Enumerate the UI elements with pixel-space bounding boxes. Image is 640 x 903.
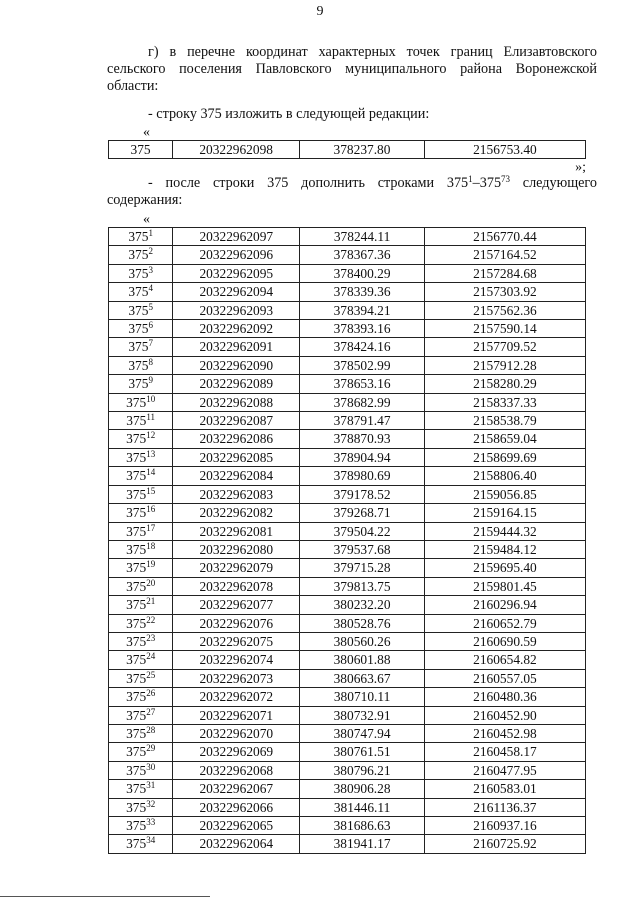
point-number-cell <box>109 283 173 301</box>
point-number-superscript: 9 <box>148 375 153 386</box>
y-coordinate-cell: 2160458.17 <box>424 743 585 761</box>
y-coordinate-cell: 2160583.01 <box>424 780 585 798</box>
point-number-superscript: 3 <box>148 264 153 275</box>
y-coordinate-cell: 2160452.98 <box>424 724 585 742</box>
point-number-superscript: 15 <box>146 485 156 496</box>
x-coordinate-cell: 378367.36 <box>300 246 425 264</box>
point-number-cell <box>109 835 173 853</box>
point-number-cell <box>109 559 173 577</box>
point-number: 375 <box>126 468 147 484</box>
x-coordinate-cell: 379813.75 <box>300 577 425 595</box>
x-coordinate-cell: 379178.52 <box>300 485 425 503</box>
table-row <box>109 412 586 430</box>
point-number-cell <box>109 798 173 816</box>
y-coordinate-cell: 2158280.29 <box>424 375 585 393</box>
x-coordinate-cell: 381686.63 <box>300 817 425 835</box>
table-row <box>109 559 586 577</box>
point-number: 375 <box>126 633 147 649</box>
point-number: 375 <box>128 357 149 373</box>
point-id-cell: 20322962077 <box>173 596 300 614</box>
y-coordinate-cell: 2158806.40 <box>424 467 585 485</box>
point-number-superscript: 1 <box>148 228 153 238</box>
point-number-cell <box>109 540 173 558</box>
point-id-cell: 20322962079 <box>173 559 300 577</box>
point-number-superscript: 11 <box>146 412 156 423</box>
point-number-cell <box>109 448 173 466</box>
point-number-cell <box>109 338 173 356</box>
table-row <box>109 264 586 282</box>
point-id-cell: 20322962065 <box>173 817 300 835</box>
point-number-superscript: 23 <box>146 632 156 643</box>
point-number-cell <box>109 320 173 338</box>
point-number-superscript: 30 <box>146 761 156 772</box>
addition-paragraph <box>107 175 597 209</box>
point-number-superscript: 20 <box>146 577 156 588</box>
x-coordinate-cell: 378980.69 <box>300 467 425 485</box>
table-row <box>109 651 586 669</box>
point-number: 375 <box>128 284 149 300</box>
table-row <box>109 141 586 159</box>
x-coordinate-cell: 379268.71 <box>300 504 425 522</box>
point-id-cell: 20322962069 <box>173 743 300 761</box>
point-id-cell: 20322962094 <box>173 283 300 301</box>
table-row <box>109 430 586 448</box>
table-row <box>109 356 586 374</box>
table-row <box>109 448 586 466</box>
table-row <box>109 375 586 393</box>
point-number-cell <box>109 596 173 614</box>
x-coordinate-cell: 378682.99 <box>300 393 425 411</box>
x-coordinate-cell: 380560.26 <box>300 632 425 650</box>
table-row <box>109 596 586 614</box>
point-number: 375 <box>126 505 147 521</box>
point-number-superscript: 17 <box>146 522 156 533</box>
point-number-superscript: 16 <box>146 504 156 515</box>
y-coordinate-cell: 2158699.69 <box>424 448 585 466</box>
point-number: 375 <box>126 578 147 594</box>
x-coordinate-cell: 378393.16 <box>300 320 425 338</box>
x-coordinate-cell: 380732.91 <box>300 706 425 724</box>
y-coordinate-cell: 2157709.52 <box>424 338 585 356</box>
x-coordinate-cell: 380528.76 <box>300 614 425 632</box>
point-number-cell <box>109 669 173 687</box>
point-number: 375 <box>126 689 147 705</box>
point-number-superscript: 25 <box>146 669 156 680</box>
point-number: 375 <box>126 597 147 613</box>
x-coordinate-cell: 378237.80 <box>300 141 425 159</box>
table-row <box>109 817 586 835</box>
point-id-cell: 20322962071 <box>173 706 300 724</box>
point-number: 375 <box>126 836 147 852</box>
point-id-cell: 20322962085 <box>173 448 300 466</box>
y-coordinate-cell: 2157912.28 <box>424 356 585 374</box>
point-number: 375 <box>128 247 149 263</box>
point-id-cell: 20322962064 <box>173 835 300 853</box>
point-number-cell <box>109 393 173 411</box>
points-table <box>108 227 586 854</box>
point-number-cell <box>109 412 173 430</box>
y-coordinate-cell: 2159801.45 <box>424 577 585 595</box>
x-coordinate-cell: 380663.67 <box>300 669 425 687</box>
table-row <box>109 780 586 798</box>
table-row <box>109 301 586 319</box>
point-number-superscript: 6 <box>148 320 153 331</box>
y-coordinate-cell: 2159164.15 <box>424 504 585 522</box>
table-row <box>109 724 586 742</box>
point-number-superscript: 12 <box>146 430 156 441</box>
point-id-cell: 20322962076 <box>173 614 300 632</box>
point-number-cell <box>109 817 173 835</box>
intro-paragraph: г) в перечне координат характерных точек границ Елизавтовского сельского поселения Павловского муниципального района Воронежской области: <box>107 44 597 94</box>
replacement-table <box>108 140 586 159</box>
point-number-cell <box>109 706 173 724</box>
point-id-cell: 20322962067 <box>173 780 300 798</box>
y-coordinate-cell: 2157590.14 <box>424 320 585 338</box>
addition-text-after: следующего содержания: <box>107 175 597 208</box>
point-id-cell: 20322962074 <box>173 651 300 669</box>
point-number: 375 <box>126 431 147 447</box>
point-id-cell: 20322962092 <box>173 320 300 338</box>
point-number: 375 <box>128 376 149 392</box>
open-quote: « <box>143 125 150 140</box>
point-number-cell <box>109 228 173 246</box>
x-coordinate-cell: 380710.11 <box>300 688 425 706</box>
point-id-cell: 20322962078 <box>173 577 300 595</box>
point-number-superscript: 4 <box>148 283 153 294</box>
y-coordinate-cell: 2159056.85 <box>424 485 585 503</box>
point-number: 375 <box>128 321 149 337</box>
point-number: 375 <box>126 413 147 429</box>
y-coordinate-cell: 2158337.33 <box>424 393 585 411</box>
point-id-cell: 20322962081 <box>173 522 300 540</box>
y-coordinate-cell: 2160296.94 <box>424 596 585 614</box>
point-number-superscript: 28 <box>146 724 156 735</box>
point-id-cell: 20322962095 <box>173 264 300 282</box>
y-coordinate-cell: 2159695.40 <box>424 559 585 577</box>
point-id-cell: 20322962091 <box>173 338 300 356</box>
x-coordinate-cell: 378244.11 <box>300 228 425 246</box>
point-id-cell: 20322962080 <box>173 540 300 558</box>
point-number-cell <box>109 375 173 393</box>
point-number-cell <box>109 780 173 798</box>
y-coordinate-cell: 2157164.52 <box>424 246 585 264</box>
point-number: 375 <box>126 707 147 723</box>
point-number-superscript: 33 <box>146 817 156 827</box>
y-coordinate-cell: 2160480.36 <box>424 688 585 706</box>
table-row <box>109 669 586 687</box>
point-number-superscript: 8 <box>148 356 153 367</box>
x-coordinate-cell: 380747.94 <box>300 724 425 742</box>
point-number-cell <box>109 264 173 282</box>
close-quote: »; <box>575 160 586 175</box>
table-row <box>109 485 586 503</box>
y-coordinate-cell: 2160477.95 <box>424 761 585 779</box>
table-row <box>109 338 586 356</box>
point-id-cell: 20322962084 <box>173 467 300 485</box>
point-number: 375 <box>128 302 149 318</box>
point-id-cell: 20322962098 <box>173 141 300 159</box>
addition-dash: –375 <box>472 175 502 191</box>
point-number-superscript: 34 <box>146 835 156 846</box>
page-number: 9 <box>316 4 324 19</box>
y-coordinate-cell: 2161136.37 <box>424 798 585 816</box>
point-id-cell: 20322962096 <box>173 246 300 264</box>
x-coordinate-cell: 381941.17 <box>300 835 425 853</box>
point-number-superscript: 32 <box>146 798 156 809</box>
point-number-superscript: 21 <box>146 596 156 607</box>
point-number-cell <box>109 356 173 374</box>
table-row <box>109 835 586 853</box>
point-number: 375 <box>126 799 147 815</box>
y-coordinate-cell: 2158659.04 <box>424 430 585 448</box>
x-coordinate-cell: 378904.94 <box>300 448 425 466</box>
point-number-superscript: 29 <box>146 743 156 754</box>
x-coordinate-cell: 378791.47 <box>300 412 425 430</box>
y-coordinate-cell: 2160690.59 <box>424 632 585 650</box>
x-coordinate-cell: 379715.28 <box>300 559 425 577</box>
x-coordinate-cell: 378870.93 <box>300 430 425 448</box>
point-number: 375 <box>126 615 147 631</box>
x-coordinate-cell: 378424.16 <box>300 338 425 356</box>
open-quote: « <box>143 212 150 227</box>
point-number: 375 <box>126 725 147 741</box>
y-coordinate-cell: 2157562.36 <box>424 301 585 319</box>
point-id-cell: 20322962070 <box>173 724 300 742</box>
x-coordinate-cell: 380761.51 <box>300 743 425 761</box>
point-number-superscript: 31 <box>146 780 156 791</box>
point-number: 375 <box>126 560 147 576</box>
table-row <box>109 393 586 411</box>
point-number-cell <box>109 467 173 485</box>
table-row <box>109 504 586 522</box>
point-number-cell <box>109 485 173 503</box>
point-id-cell: 20322962068 <box>173 761 300 779</box>
point-number-cell <box>109 614 173 632</box>
table-row <box>109 320 586 338</box>
point-number-cell <box>109 246 173 264</box>
point-number-superscript: 22 <box>146 614 156 625</box>
point-id-cell: 20322962082 <box>173 504 300 522</box>
point-number-superscript: 2 <box>148 246 153 257</box>
point-number: 375 <box>126 762 147 778</box>
point-number-cell <box>109 522 173 540</box>
point-number-superscript: 5 <box>148 301 153 312</box>
y-coordinate-cell: 2156770.44 <box>424 228 585 246</box>
point-number-cell <box>109 301 173 319</box>
replace-instruction: - строку 375 изложить в следующей редакции: <box>148 106 430 122</box>
point-number: 375 <box>128 339 149 355</box>
y-coordinate-cell: 2159444.32 <box>424 522 585 540</box>
y-coordinate-cell: 2160452.90 <box>424 706 585 724</box>
y-coordinate-cell: 2160652.79 <box>424 614 585 632</box>
x-coordinate-cell: 379504.22 <box>300 522 425 540</box>
point-number: 375 <box>126 670 147 686</box>
point-id-cell: 20322962075 <box>173 632 300 650</box>
table-row <box>109 577 586 595</box>
x-coordinate-cell: 380796.21 <box>300 761 425 779</box>
point-number-cell <box>109 724 173 742</box>
point-id-cell: 20322962088 <box>173 393 300 411</box>
point-id-cell: 20322962073 <box>173 669 300 687</box>
point-number-cell <box>109 743 173 761</box>
table-row <box>109 522 586 540</box>
table-row <box>109 283 586 301</box>
point-number-superscript: 18 <box>146 540 156 551</box>
point-number-superscript: 14 <box>146 467 156 478</box>
table-row <box>109 614 586 632</box>
point-id-cell: 20322962083 <box>173 485 300 503</box>
table-row <box>109 228 586 246</box>
point-number-superscript: 27 <box>146 706 156 717</box>
point-number-superscript: 24 <box>146 651 156 662</box>
point-number-cell <box>109 504 173 522</box>
y-coordinate-cell: 2160937.16 <box>424 817 585 835</box>
footnote-divider <box>0 896 210 897</box>
y-coordinate-cell: 2158538.79 <box>424 412 585 430</box>
point-number-superscript: 19 <box>146 559 156 570</box>
point-id-cell: 20322962072 <box>173 688 300 706</box>
point-number-superscript: 10 <box>146 393 156 404</box>
x-coordinate-cell: 380232.20 <box>300 596 425 614</box>
y-coordinate-cell: 2160725.92 <box>424 835 585 853</box>
x-coordinate-cell: 378653.16 <box>300 375 425 393</box>
table-row <box>109 632 586 650</box>
point-id-cell: 20322962086 <box>173 430 300 448</box>
point-number: 375 <box>128 229 149 244</box>
point-number-cell <box>109 688 173 706</box>
point-number-cell <box>109 632 173 650</box>
point-id-cell: 20322962087 <box>173 412 300 430</box>
point-id-cell: 20322962066 <box>173 798 300 816</box>
point-number-cell <box>109 577 173 595</box>
point-number: 375 <box>126 449 147 465</box>
x-coordinate-cell: 378394.21 <box>300 301 425 319</box>
point-number-superscript: 26 <box>146 688 156 699</box>
table-row <box>109 706 586 724</box>
point-number: 375 <box>126 781 147 797</box>
x-coordinate-cell: 378502.99 <box>300 356 425 374</box>
x-coordinate-cell: 380906.28 <box>300 780 425 798</box>
point-number: 375 <box>128 265 149 281</box>
point-number: 375 <box>126 523 147 539</box>
table-row <box>109 743 586 761</box>
table-row <box>109 688 586 706</box>
point-id-cell: 20322962089 <box>173 375 300 393</box>
addition-text-before: - после строки 375 дополнить строками 375 <box>148 175 469 191</box>
point-number: 375 <box>126 652 147 668</box>
y-coordinate-cell: 2159484.12 <box>424 540 585 558</box>
y-coordinate-cell: 2156753.40 <box>424 141 585 159</box>
point-number-cell: 375 <box>109 141 173 159</box>
x-coordinate-cell: 380601.88 <box>300 651 425 669</box>
addition-sup-start: 1 <box>468 174 473 184</box>
x-coordinate-cell: 378400.29 <box>300 264 425 282</box>
table-row <box>109 467 586 485</box>
addition-sup-end: 73 <box>501 174 511 184</box>
table-row <box>109 798 586 816</box>
x-coordinate-cell: 381446.11 <box>300 798 425 816</box>
point-number-superscript: 13 <box>146 448 156 459</box>
point-id-cell: 20322962097 <box>173 228 300 246</box>
y-coordinate-cell: 2160557.05 <box>424 669 585 687</box>
point-number: 375 <box>126 541 147 557</box>
table-row <box>109 540 586 558</box>
point-number: 375 <box>126 744 147 760</box>
point-number-cell <box>109 651 173 669</box>
y-coordinate-cell: 2160654.82 <box>424 651 585 669</box>
y-coordinate-cell: 2157284.68 <box>424 264 585 282</box>
table-row <box>109 246 586 264</box>
x-coordinate-cell: 379537.68 <box>300 540 425 558</box>
point-number: 375 <box>126 394 147 410</box>
x-coordinate-cell: 378339.36 <box>300 283 425 301</box>
point-id-cell: 20322962093 <box>173 301 300 319</box>
table-row <box>109 761 586 779</box>
y-coordinate-cell: 2157303.92 <box>424 283 585 301</box>
point-number-cell <box>109 430 173 448</box>
point-number: 375 <box>126 818 147 833</box>
point-id-cell: 20322962090 <box>173 356 300 374</box>
point-number: 375 <box>126 486 147 502</box>
point-number-superscript: 7 <box>148 338 153 349</box>
point-number-cell <box>109 761 173 779</box>
